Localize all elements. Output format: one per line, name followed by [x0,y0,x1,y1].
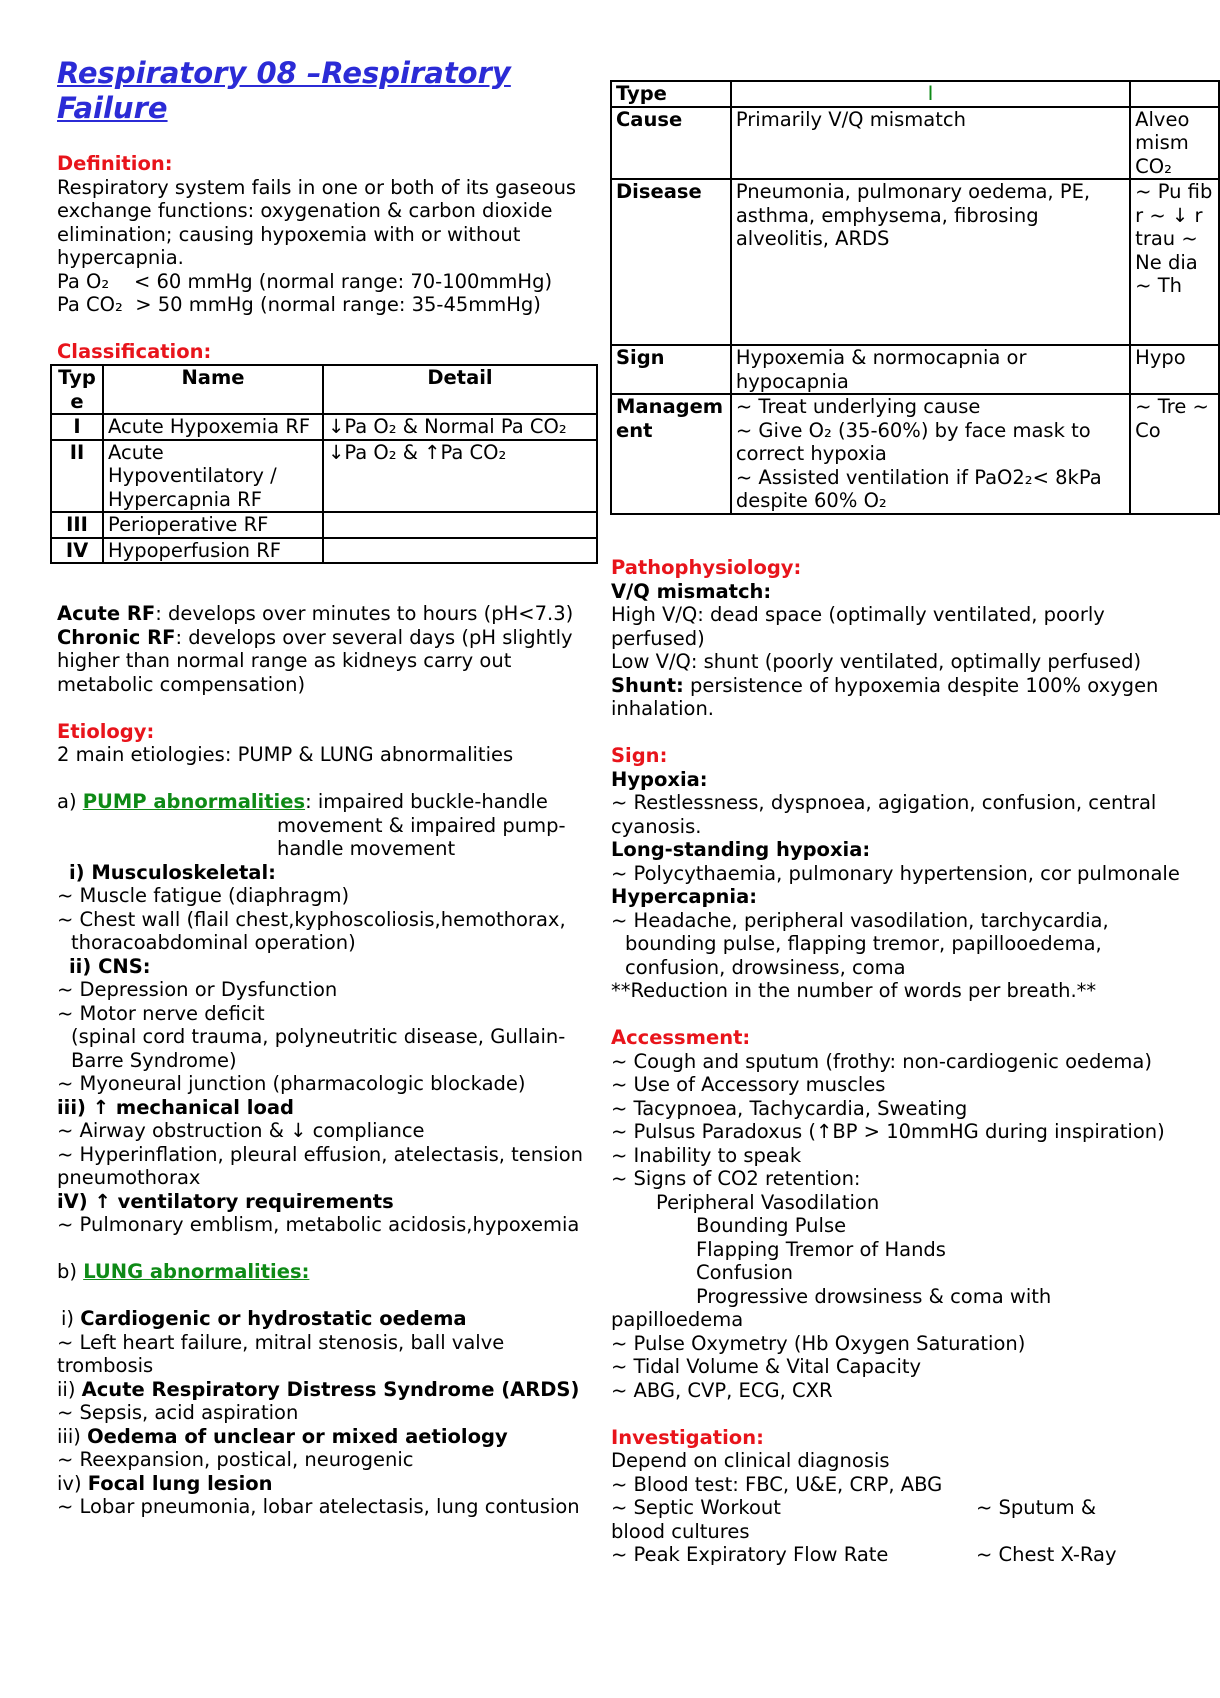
table-header-row [611,81,1219,107]
msk-item: ~ Muscle fatigue (diaphragm) [57,884,350,907]
patho-item: High V/Q: dead space (optimally ventilated, poorly perfused) [611,603,1105,650]
chronic-text: : develops over several days (pH slightly higher than normal range as kidneys carry out metabolic compensation) [57,625,573,696]
definition-text: Respiratory system fails in one or both of its gaseous exchange functions: oxygenation & carbon dioxide elimination; causing hypoxemia with or without hypercapnia. [57,175,577,269]
sign-note: **Reduction in the number of words per breath.** [611,979,1097,1002]
assess-item: ~ ABG, CVP, ECG, CXR [611,1378,833,1402]
classification-heading: Classification: [57,340,212,363]
lung-subheading: Acute Respiratory Distress Syndrome (ARDS) [81,1377,580,1401]
investigation-heading: Investigation: [611,1425,764,1449]
patho-heading: Pathophysiology: [611,556,802,579]
etiology-heading: Etiology: [57,719,155,743]
name-cell: Acute Hypoventilatory / Hypercapnia RF [103,440,323,513]
assess-subitem: Peripheral Vasodilation [656,1190,880,1214]
mech-item: ~ Airway obstruction & ↓ compliance [57,1119,425,1142]
mgmt-item: ~ Treat underlying cause [735,395,981,418]
type-ii-cell: Alveo mism CO₂ [1130,107,1219,180]
lung-item: ~ Sepsis, acid aspiration [57,1401,299,1424]
lung-item: ~ Left heart failure, mitral stenosis, ball valve trombosis [57,1330,505,1377]
cns-item: ~ Motor nerve deficit [57,1001,265,1025]
etiology-intro: 2 main etiologies: PUMP & LUNG abnormalities [57,743,514,766]
assess-item: ~ Tidal Volume & Vital Capacity [611,1355,922,1378]
sign-item: ~ Headache, peripheral vasodilation, tarchycardia, bounding pulse, flapping tremor, papillooedema, confusion, drowsiness, coma [611,908,1109,979]
pump-text-3: handle movement [277,837,456,860]
type-i-cell: Pneumonia, pulmonary oedema, PE, asthma, emphysema, fibrosing alveolitis, ARDS [731,179,1130,345]
definition-heading: Definition: [57,152,173,175]
invest-item: Depend on clinical diagnosis [611,1449,890,1472]
hypoxia-heading: Hypoxia: [611,767,708,791]
type-ii-cell: ~ Tre ~ Co [1130,394,1219,514]
type-i-cell [731,394,1130,514]
assess-subitem: Flapping Tremor of Hands [696,1237,946,1261]
shunt-text: persistence of hypoxemia despite 100% oxygen inhalation. [611,673,1159,720]
assess-item: ~ Signs of CO2 retention: [611,1167,861,1190]
row-label: Sign [611,345,731,394]
type-cell: I [51,414,103,440]
sign-item: ~ Polycythaemia, pulmonary hypertension, cor pulmonale [611,861,1180,885]
type-i-cell: Primarily V/Q mismatch [731,107,1130,180]
patho-item: Low V/Q: shunt (poorly ventilated, optimally perfused) [611,650,1142,673]
detail-cell: ↓Pa O₂ & Normal Pa CO₂ [323,414,597,440]
cns-item: ~ Myoneural junction (pharmacologic blockade) [57,1072,526,1095]
pump-text-2: movement & impaired pump- [277,813,566,837]
acute-label: Acute RF [57,602,156,625]
lung-subheading: Cardiogenic or hydrostatic oedema [80,1307,467,1330]
invest-item: ~ Peak Expiratory Flow Rate [611,1543,889,1566]
msk-item: ~ Chest wall (flail chest,kyphoscoliosis,hemothorax, thoracoabdominal operation) [57,907,566,954]
cns-item: ~ Depression or Dysfunction [57,978,338,1001]
type-cell: III [51,512,103,538]
pump-prefix: a) [57,790,83,813]
type-ii-header [1130,81,1219,107]
invest-item: ~ Sputum & [976,1496,1097,1519]
l2-prefix: ii) [57,1377,82,1401]
table-row [611,107,1219,180]
lung-abnormalities-label: LUNG abnormalities: [83,1260,310,1283]
sign-heading: Sign: [611,744,668,767]
chronic-label: Chronic RF [57,625,176,649]
table-row [611,345,1219,394]
name-cell: Hypoperfusion RF [103,538,323,564]
paco2-line: Pa CO₂ > 50 mmHg (normal range: 35-45mmHg) [57,293,541,316]
assess-item: ~ Pulsus Paradoxus (↑BP > 10mmHG during inspiration) [611,1120,1165,1143]
type-cell: II [51,440,103,513]
type-ii-cell: ~ Pu fibr ~ ↓ r trau ~ Ne dia ~ Th [1130,179,1219,345]
mgmt-item: ~ Assisted ventilation if PaO2₂< 8kPa despite 60% O₂ [735,465,1102,512]
sign-item: ~ Restlessness, dyspnoea, agigation, confusion, central cyanosis. [611,791,1157,838]
invest-item: ~ Chest X-Ray [976,1543,1117,1566]
type-i-header: I [731,81,1130,107]
acute-text: : develops over minutes to hours (pH<7.3) [155,602,574,625]
name-cell: Acute Hypoxemia RF [103,414,323,440]
l1-prefix: i) [61,1307,81,1330]
row-label: Managem ent [611,394,731,514]
hypercapnia-heading: Hypercapnia: [611,885,758,908]
pump-abnormalities-label: PUMP abnormalities [82,790,306,813]
mech-heading: iii) ↑ mechanical load [57,1095,294,1119]
invest-item: ~ Blood test: FBC, U&E, CRP, ABG [611,1472,943,1496]
invest-item: ~ Septic Workout [611,1496,781,1519]
right-column [611,556,1200,1567]
lung-subheading: Oedema of unclear or mixed aetiology [87,1424,508,1448]
type-i-cell: Hypoxemia & normocapnia or hypocapnia [731,345,1130,394]
page-title: Respiratory 08 –Respiratory Failure [57,56,511,125]
lung-item: ~ Reexpansion, postical, neurogenic [57,1448,414,1471]
assess-subitem: Confusion [696,1261,793,1284]
assess-subitem: Bounding Pulse [696,1214,847,1237]
lung-prefix: b) [57,1260,84,1283]
row-label: Cause [611,107,731,180]
vent-item: ~ Pulmonary emblism, metabolic acidosis,hypoxemia [57,1213,580,1236]
col-detail-header: Detail [323,365,597,414]
detail-cell: ↓Pa O₂ & ↑Pa CO₂ [323,440,597,513]
assess-item: ~ Inability to speak [611,1143,802,1167]
row-label: Disease [611,179,731,345]
assessment-heading: Accessment: [611,1026,751,1049]
assess-item: ~ Tacypnoea, Tachycardia, Sweating [611,1096,968,1120]
vq-heading: V/Q mismatch: [611,579,772,603]
mgmt-item: ~ Give O₂ (35-60%) by face mask to correct hypoxia [735,418,1091,465]
assess-item: ~ Pulse Oxymetry (Hb Oxygen Saturation) [611,1331,1026,1355]
lung-subheading: Focal lung lesion [87,1471,273,1495]
table-row [611,394,1219,514]
shunt-label: Shunt: [611,673,684,697]
table-row [611,179,1219,345]
msk-heading: i) Musculoskeletal: [69,860,276,884]
type-comparison-table [610,80,1220,515]
l4-prefix: iv) [57,1471,88,1495]
long-hypoxia-heading: Long-standing hypoxia: [611,838,871,861]
type-ii-cell: Hypo [1130,345,1219,394]
type-header: Type [611,81,731,107]
lung-item: ~ Lobar pneumonia, lobar atelectasis, lung contusion [57,1495,580,1518]
pao2-line: Pa O₂ < 60 mmHg (normal range: 70-100mmHg) [57,269,553,293]
cns-heading: ii) CNS: [69,954,151,978]
type-cell: IV [51,538,103,564]
invest-item: blood cultures [611,1519,750,1543]
vent-heading: iV) ↑ ventilatory requirements [57,1189,394,1213]
assess-subitem: papilloedema [611,1308,744,1331]
assess-item: ~ Cough and sputum (frothy: non-cardiogenic oedema) [611,1049,1152,1073]
assess-item: ~ Use of Accessory muscles [611,1073,886,1096]
name-cell: Perioperative RF [103,512,323,538]
mech-item: ~ Hyperinflation, pleural effusion, atelectasis, tension pneumothorax [57,1142,584,1189]
col-name-header: Name [103,365,323,414]
cns-item: (spinal cord trauma, polyneutritic disease, Gullain-Barre Syndrome) [71,1025,566,1072]
pump-text: : impaired buckle-handle [305,790,548,813]
l3-prefix: iii) [57,1424,88,1448]
assess-subitem: Progressive drowsiness & coma with [696,1284,1052,1308]
col-type-header: Typ e [51,365,103,414]
